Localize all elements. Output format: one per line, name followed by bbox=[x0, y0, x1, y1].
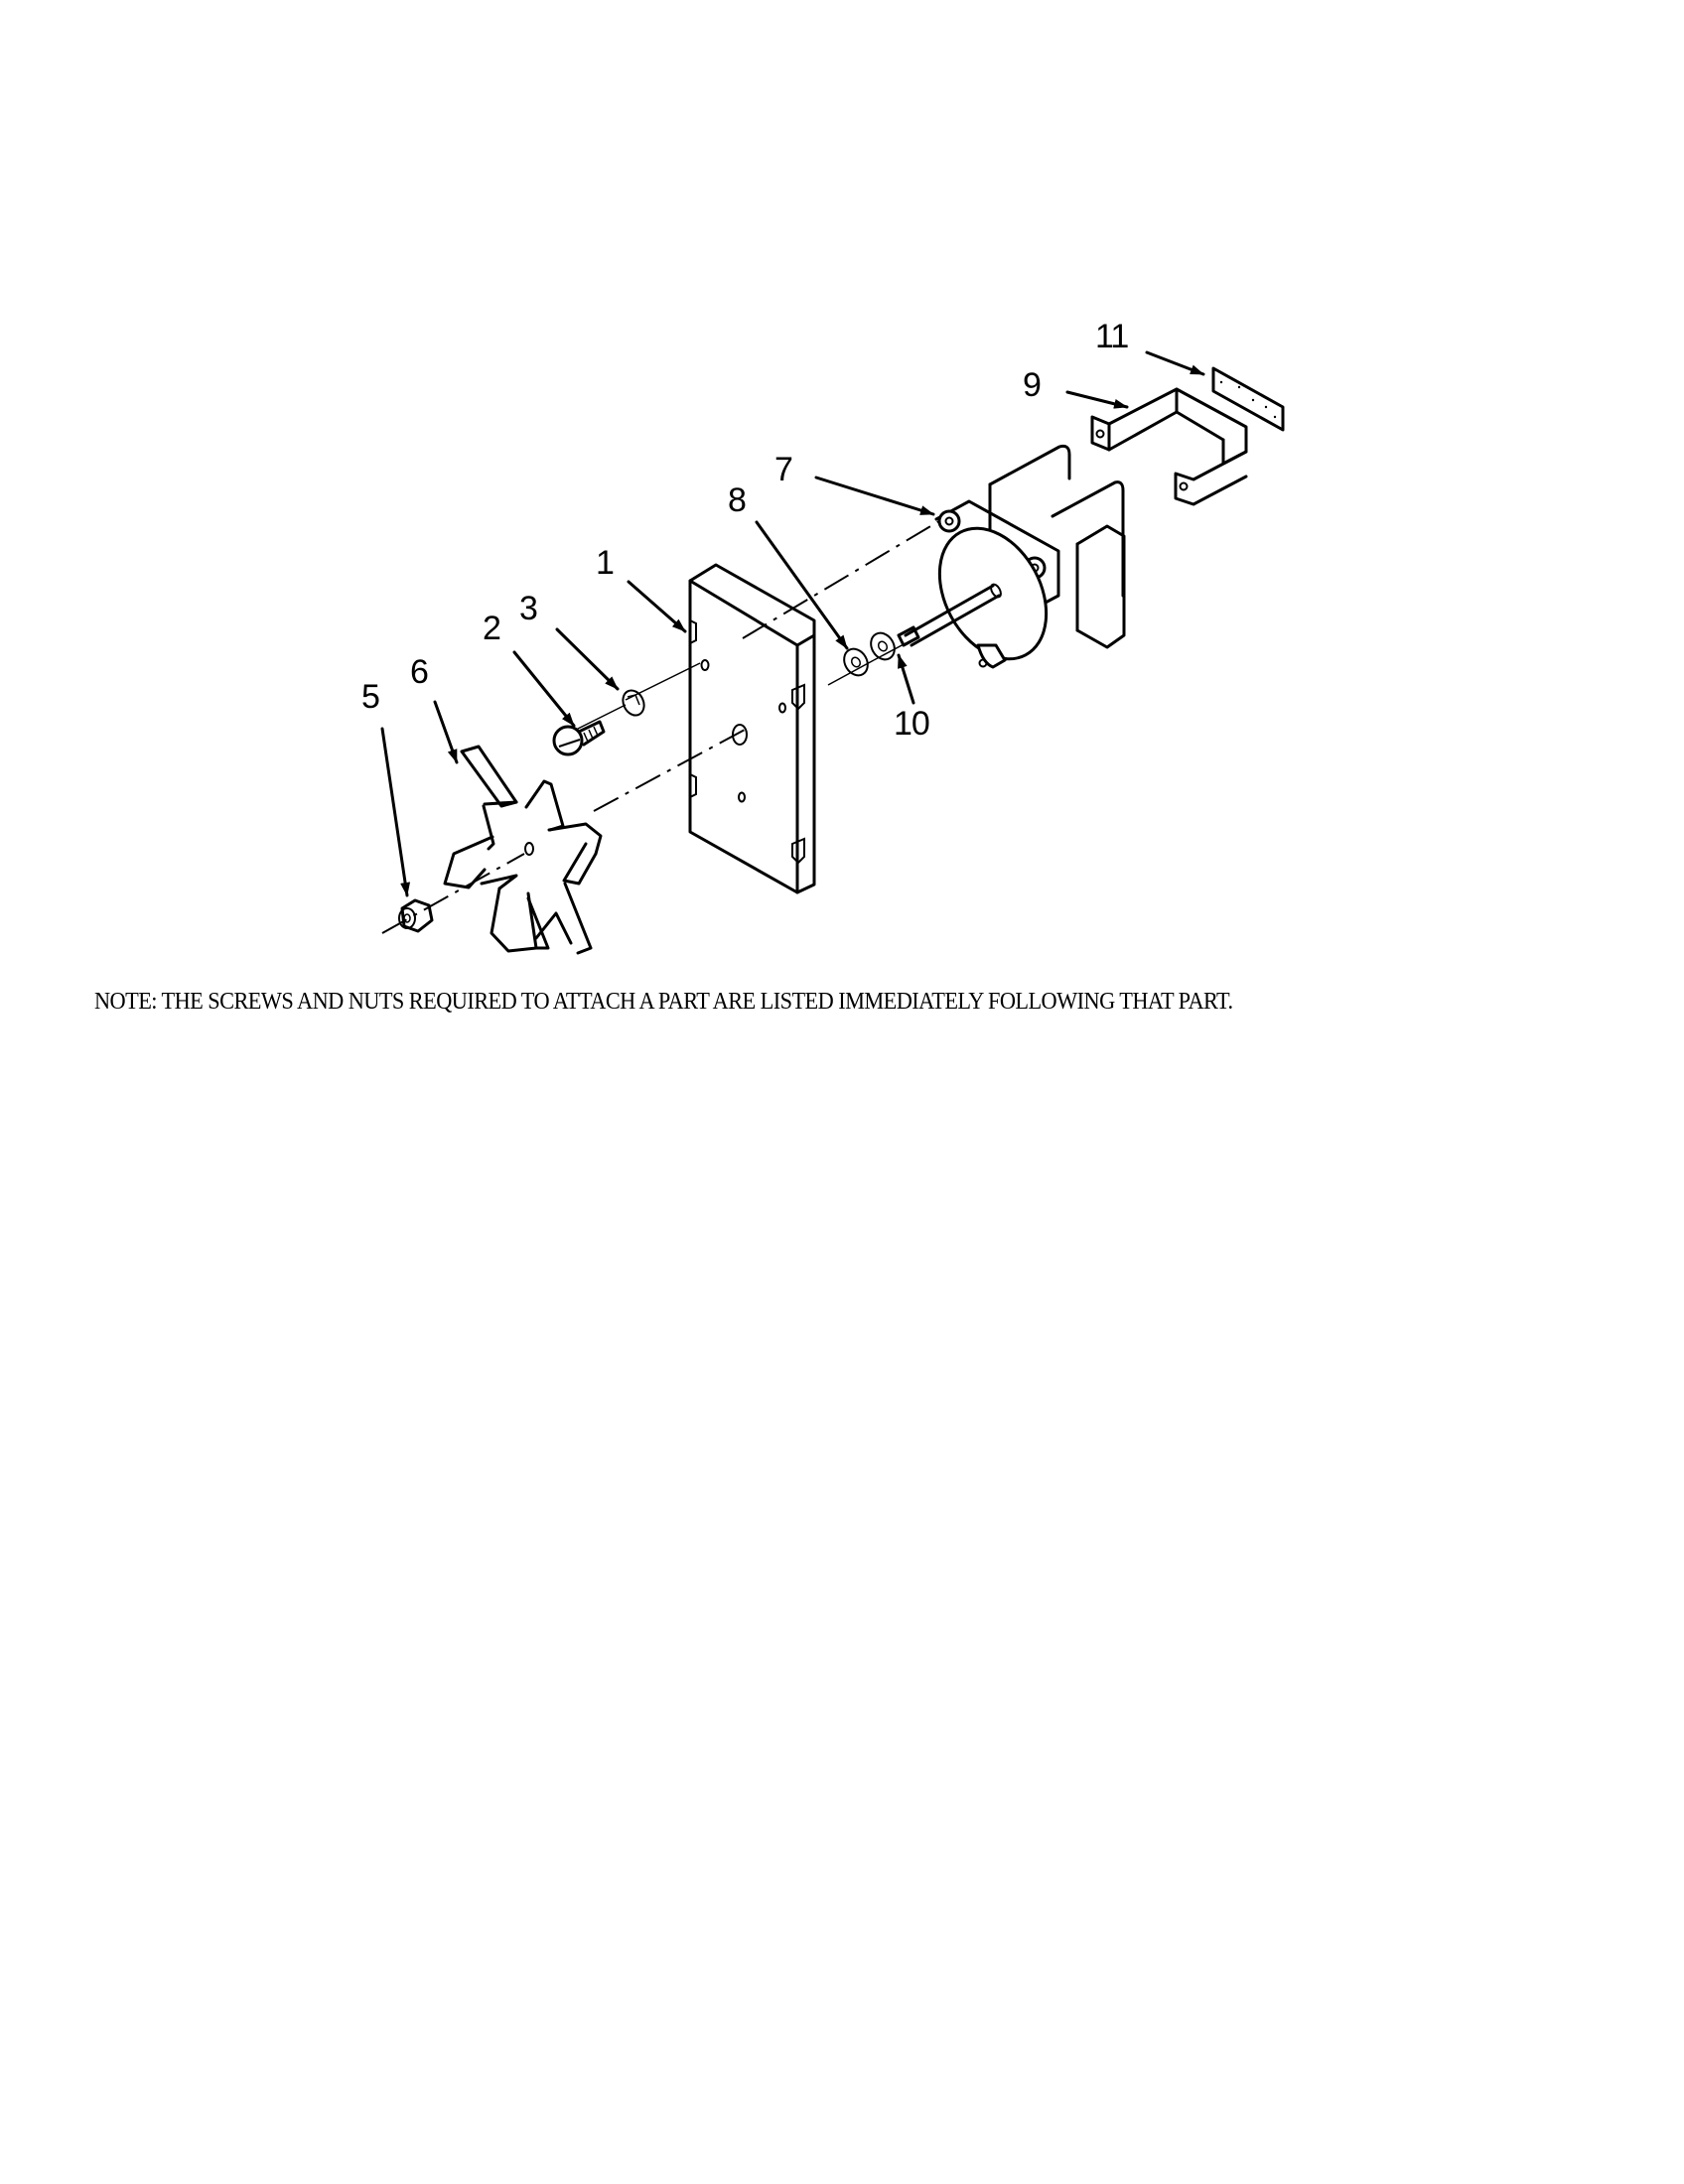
callout-3: 3 bbox=[519, 590, 537, 627]
part-1-plate bbox=[690, 565, 814, 892]
callout-2: 2 bbox=[483, 610, 500, 647]
callout-1: 1 bbox=[596, 544, 614, 582]
callout-8: 8 bbox=[728, 481, 746, 519]
part-2-screw bbox=[554, 722, 604, 754]
part-8-washer bbox=[839, 644, 872, 679]
callout-5: 5 bbox=[361, 678, 379, 716]
part-9-bracket bbox=[1092, 389, 1246, 504]
part-10-washer bbox=[866, 628, 899, 663]
assembly-centerlines bbox=[382, 516, 947, 933]
part-7-motor bbox=[899, 446, 1124, 677]
assembly-note: NOTE: THE SCREWS AND NUTS REQUIRED TO ATTACH A PART ARE LISTED IMMEDIATELY FOLLOWING THAT PART. bbox=[94, 989, 1233, 1015]
part-6-fan-blade bbox=[445, 747, 601, 953]
callout-9: 9 bbox=[1023, 366, 1041, 404]
callout-7: 7 bbox=[774, 451, 792, 488]
callout-11: 11 bbox=[1095, 318, 1129, 355]
part-5-nut bbox=[399, 900, 432, 931]
leader-arrows bbox=[382, 352, 1203, 895]
callout-10: 10 bbox=[894, 705, 929, 743]
callout-6: 6 bbox=[410, 653, 428, 691]
part-11-pad bbox=[1213, 368, 1283, 430]
